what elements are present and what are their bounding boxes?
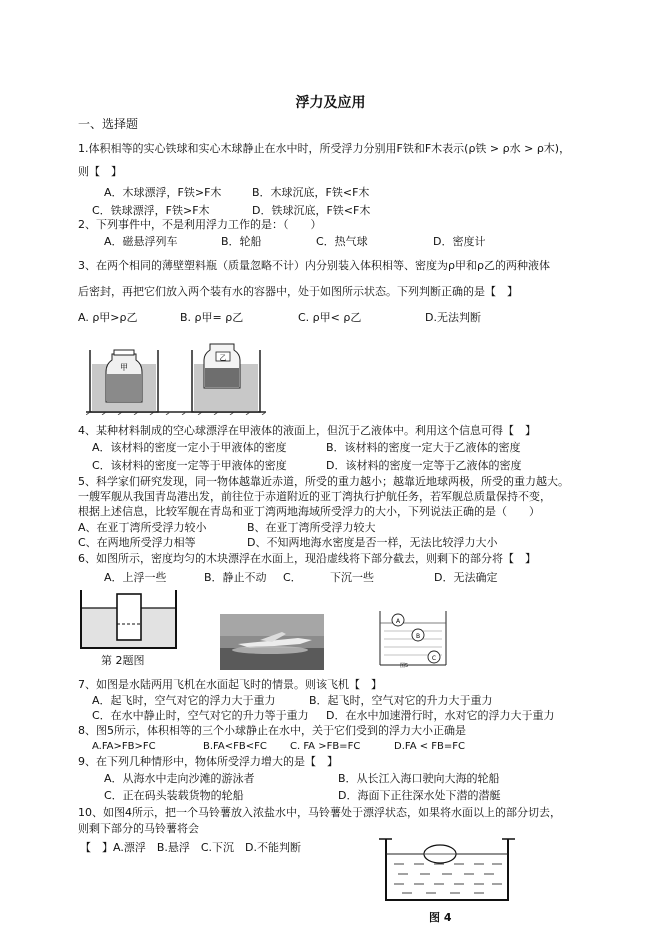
q5-stem: 5、科学家们研究发现，同一物体越靠近赤道，所受的重力越小；越靠近地球两极，所受的重力越大。 — [78, 475, 569, 488]
q3-option-a: A. ρ甲>ρ乙 — [78, 311, 138, 324]
q8-stem: 8、图5所示，体积相等的三个小球静止在水中，关于它们受到的浮力大小正确是 — [78, 724, 466, 737]
q7-option-d: D．在水中加速滑行时，水对它的浮力大于重力 — [326, 709, 555, 722]
page-title: 浮力及应用 — [295, 95, 366, 111]
q7-figure-seaplane-photo — [220, 614, 324, 670]
q5-option-c: C、在两地所受浮力相等 — [78, 536, 196, 549]
q9-option-d: D．海面下正往深水处下潜的潜艇 — [338, 789, 501, 802]
q7-option-c: C．在水中静止时，空气对它的升力等于重力 — [92, 709, 309, 722]
q6-figure-caption: 第 2题图 — [101, 654, 145, 667]
q1-option-d: D．铁球沉底，F铁<F木 — [252, 204, 371, 217]
q1-stem: 1.体积相等的实心铁球和实心木球静止在水中时，所受浮力分别用F铁和F木表示(ρ铁 > ρ水 > ρ木)， — [78, 142, 571, 155]
q9-option-c: C．正在码头装载货物的轮船 — [104, 789, 244, 802]
q7-option-b: B．起飞时，空气对它的升力大于重力 — [309, 694, 493, 707]
q10-figure-potato — [378, 834, 516, 909]
svg-text:A: A — [395, 618, 401, 625]
q2-option-a: A．磁悬浮列车 — [104, 235, 178, 248]
q1-option-c: C．铁球漂浮，F铁>F木 — [92, 204, 210, 217]
q4-stem: 4、某种材料制成的空心球漂浮在甲液体的液面上，但沉于乙液体中。利用这个信息可得【 】 — [78, 424, 536, 437]
q2-stem: 2、下列事件中，不是利用浮力工作的是：（ ） — [78, 218, 322, 231]
q4-option-b: B．该材料的密度一定大于乙液体的密度 — [326, 441, 521, 454]
q7-stem: 7、如图是水陆两用飞机在水面起飞时的情景。则该飞机【 】 — [78, 678, 382, 691]
q6-figure-wood-block — [79, 588, 179, 650]
q9-option-a: A．从海水中走向沙滩的游泳者 — [104, 772, 255, 785]
q3-option-c: C. ρ甲< ρ乙 — [298, 311, 362, 324]
q1-option-a: A．木球漂浮，F铁>F木 — [104, 186, 222, 199]
q6-option-c: C． — [283, 571, 302, 584]
q10-stem-cont: 则剩下部分的马铃薯将会 — [78, 822, 199, 835]
q3-stem-cont: 后密封，再把它们放入两个装有水的容器中，处于如图所示状态。下列判断正确的是【 】 — [78, 285, 518, 298]
q2-option-d: D．密度计 — [433, 235, 486, 248]
q10-options: 【 】A.漂浮 B.悬浮 C.下沉 D.不能判断 — [80, 841, 302, 854]
q10-figure-caption: 图 4 — [429, 911, 452, 924]
q3-figure-label-yi: 乙 — [219, 354, 227, 362]
q3-figure-containers — [86, 340, 266, 415]
section-heading: 一、选择题 — [78, 117, 139, 131]
q4-option-d: D．该材料的密度一定等于乙液体的密度 — [326, 459, 522, 472]
q8-option-c: C. FA >FB=FC — [290, 741, 361, 752]
svg-text:B: B — [415, 633, 421, 640]
q7-option-a: A．起飞时，空气对它的浮力大于重力 — [92, 694, 276, 707]
q5-option-a: A、在亚丁湾所受浮力较小 — [78, 521, 207, 534]
q8-option-b: B.FA<FB<FC — [203, 741, 267, 752]
q9-option-b: B．从长江入海口驶向大海的轮船 — [338, 772, 500, 785]
q10-stem: 10、如图4所示，把一个马铃薯放入浓盐水中，马铃薯处于漂浮状态，如果将水面以上的部分切去， — [78, 806, 561, 819]
q3-stem: 3、在两个相同的薄壁塑料瓶（质量忽略不计）内分别装入体积相等、密度为ρ甲和ρ乙的两种液体 — [78, 259, 550, 272]
q6-option-b: B．静止不动 — [204, 571, 267, 584]
q6-option-c-text: 下沉一些 — [330, 571, 374, 584]
q5-option-b: B、在亚丁湾所受浮力较大 — [247, 521, 376, 534]
q9-stem: 9、在下列几种情形中，物体所受浮力增大的是【 】 — [78, 755, 338, 768]
q1-stem-cont: 则【 】 — [78, 165, 122, 178]
svg-text:C: C — [431, 655, 437, 662]
q6-stem: 6、如图所示，密度均匀的木块漂浮在水面上，现沿虚线将下部分截去，则剩下的部分将【 】 — [78, 552, 536, 565]
q1-option-b: B．木球沉底，F铁<F木 — [252, 186, 370, 199]
q8-option-d: D.FA < FB=FC — [394, 741, 466, 752]
q3-option-b: B. ρ甲= ρ乙 — [180, 311, 244, 324]
q6-option-a: A．上浮一些 — [104, 571, 167, 584]
q8-figure-label: 图5 — [400, 663, 409, 669]
q3-option-d: D.无法判断 — [425, 311, 481, 324]
q5-stem-cont-2: 根据上述信息，比较军舰在青岛和亚丁湾两地海域所受浮力的大小，下列说法正确的是（ ） — [78, 505, 540, 518]
q4-option-a: A．该材料的密度一定小于甲液体的密度 — [92, 441, 287, 454]
q8-figure-balls — [378, 609, 448, 669]
q8-option-a: A.FA>FB>FC — [92, 741, 156, 752]
q3-figure-label-jia: 甲 — [120, 363, 128, 372]
q5-stem-cont: 一艘军舰从我国青岛港出发，前往位于赤道附近的亚丁湾执行护航任务，若军舰总质量保持不变， — [78, 490, 551, 503]
q2-option-b: B．轮船 — [221, 235, 262, 248]
q6-option-d: D．无法确定 — [434, 571, 498, 584]
q5-option-d: D、不知两地海水密度是否一样，无法比较浮力大小 — [247, 536, 498, 549]
q2-option-c: C．热气球 — [316, 235, 368, 248]
q4-option-c: C．该材料的密度一定等于甲液体的密度 — [92, 459, 287, 472]
